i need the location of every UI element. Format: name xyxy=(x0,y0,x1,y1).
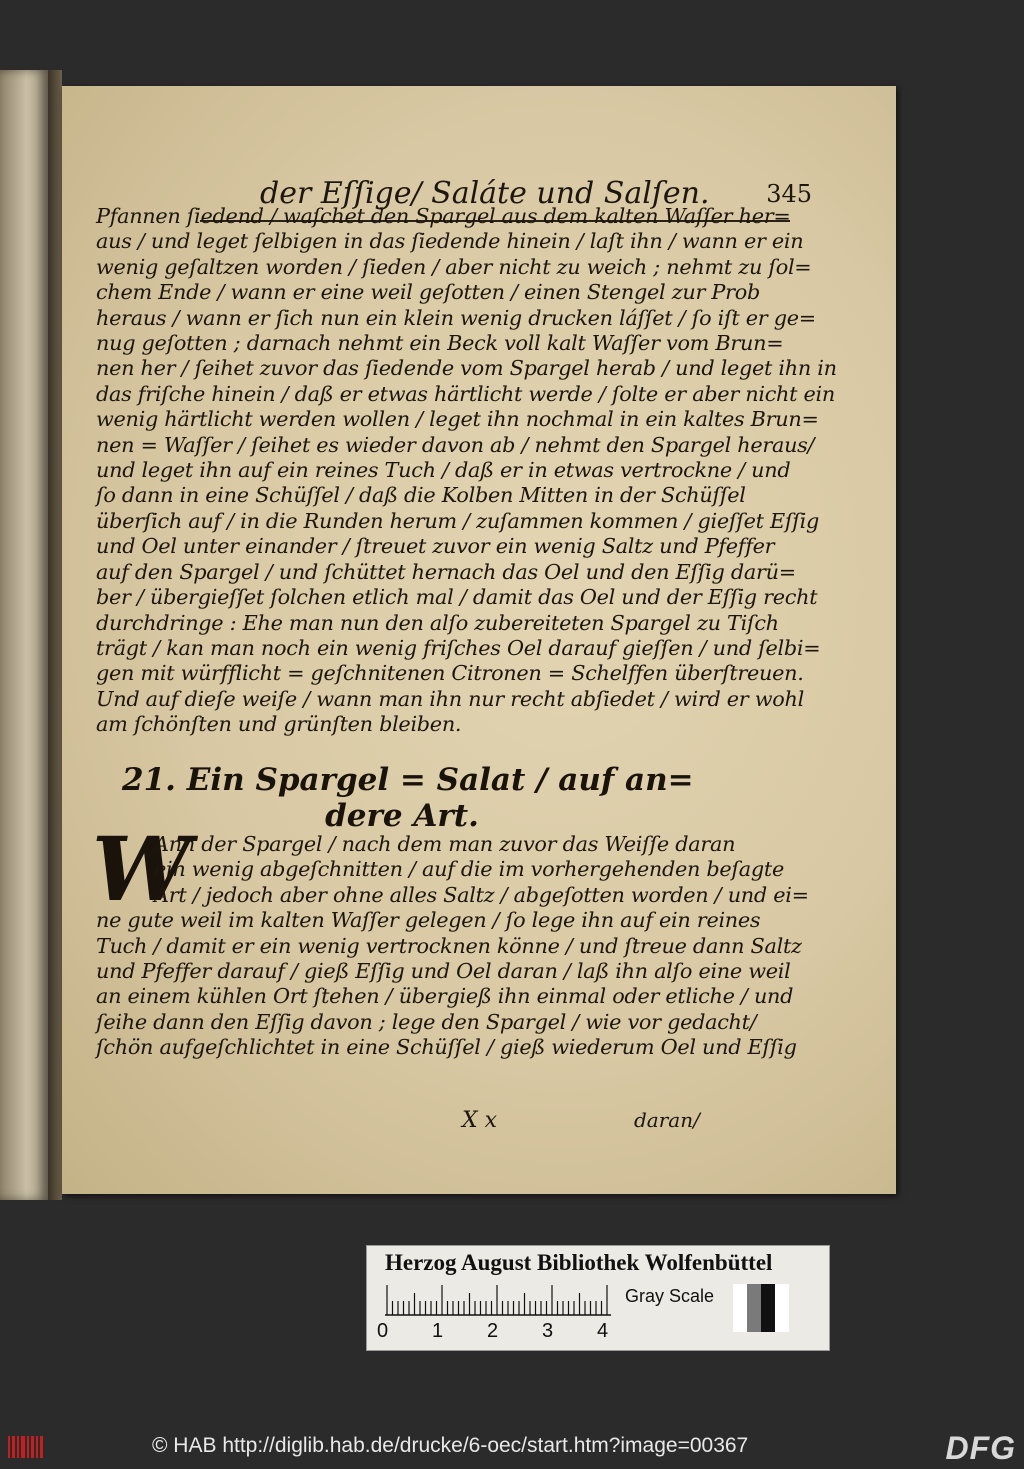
text-line: wenig härtlicht werden wollen / leget ihn nochmal in ein kaltes Brun= xyxy=(96,407,819,432)
text-line: Pfannen ſiedend / waſchet den Spargel aus dem kalten Waſſer her= xyxy=(96,204,791,228)
copyright-link[interactable]: © HAB http://diglib.hab.de/drucke/6-oec/start.htm?image=00367 xyxy=(152,1434,749,1457)
text-line: das friſche hinein / daß er etwas härtlicht werde / ſolte er aber nicht ein xyxy=(96,381,835,406)
signature-mark: X x xyxy=(462,1108,498,1133)
text-line: und Oel unter einander / ſtreuet zuvor ein wenig Saltz und Pfeffer xyxy=(96,534,775,559)
heading-line: 21. Ein Spargel = Salat / auf an= xyxy=(122,762,694,798)
second-paragraph xyxy=(96,832,809,1061)
text-line: Und auf dieſe weiſe / wann man ihn nur recht abſiedet / wird er wohl xyxy=(96,686,804,711)
text-line: ſeihe dann den Eſſig davon ; lege den Spargel / wie vor gedacht/ xyxy=(96,1009,757,1034)
gray-swatch xyxy=(733,1284,747,1332)
text-line: aus / und leget ſelbigen in das ſiedende hinein / laſt ihn / wann er ein xyxy=(96,229,804,254)
text-line: nen = Waſſer / ſeihet es wieder davon ab / nehmt den Spargel heraus/ xyxy=(96,432,815,457)
text-line: durchdringe : Ehe man nun den alſo zubereiteten Spargel zu Tiſch xyxy=(96,610,779,635)
text-line: ſchön aufgeſchlichtet in eine Schüſſel / gieß wiederum Oel und Eſſig xyxy=(96,1035,797,1060)
text-line: gen mit würfflicht = geſchnitenen Citronen = Schelffen überſtreuen. xyxy=(96,661,804,686)
text-line: ein wenig abgeſchnitten / auf die im vorhergehenden beſagte xyxy=(154,857,784,882)
scale-number: 1 xyxy=(432,1320,444,1342)
section-heading xyxy=(122,762,694,834)
text-line: und leget ihn auf ein reines Tuch / daß er in etwas vertrockne / und xyxy=(96,458,791,483)
text-line: an einem kühlen Ort ſtehen / übergieß ihn einmal oder etliche / und xyxy=(96,984,794,1009)
heading-line: dere Art. xyxy=(325,798,479,834)
gray-swatch xyxy=(775,1284,789,1332)
text-line: überſich auf / in die Runden herum / zuſammen kommen / gieſſet Eſſig xyxy=(96,508,820,533)
text-line: ſo dann in eine Schüſſel / daß die Kolben Mitten in der Schüſſel xyxy=(96,483,746,508)
body-paragraph xyxy=(96,204,837,738)
text-line: Ann der Spargel / nach dem man zuvor das Weiſſe daran xyxy=(154,832,736,856)
text-line: und Pfeffer darauf / gieß Eſſig und Oel daran / laß ihn alſo eine weil xyxy=(96,959,791,984)
dfg-logo: DFG xyxy=(945,1430,1016,1466)
text-line: heraus / wann er ſich nun ein klein wenig drucken láſſet / ſo iſt er ge= xyxy=(96,305,816,330)
scale-number: 3 xyxy=(542,1320,554,1342)
text-line: auf den Spargel / und ſchüttet hernach das Oel und den Eſſig darü= xyxy=(96,559,796,584)
drop-cap-initial: W xyxy=(92,817,191,921)
scale-number: 0 xyxy=(377,1320,389,1342)
text-line: chem Ende / wann er eine weil geſotten / einen Stengel zur Prob xyxy=(96,280,760,305)
gray-swatch xyxy=(747,1284,761,1332)
library-title: Herzog August Bibliothek Wolfenbüttel xyxy=(385,1250,773,1275)
gray-scale-label: Gray Scale xyxy=(625,1286,715,1306)
text-line: ne gute weil im kalten Waſſer gelegen / ſo lege ihn auf ein reines xyxy=(96,908,761,933)
scale-number: 4 xyxy=(597,1320,609,1342)
gray-swatch xyxy=(761,1284,775,1332)
scale-ruler-icon xyxy=(385,1284,611,1316)
gray-swatches xyxy=(733,1284,789,1332)
text-line: trägt / kan man noch ein wenig friſches Oel darauf gieſſen / und ſelbi= xyxy=(96,635,821,660)
left-page-edge xyxy=(0,70,48,1200)
text-line-last: am ſchönſten und grünſten bleiben. xyxy=(96,712,462,737)
text-line: nen her / ſeihet zuvor das ſiedende vom Spargel herab / und leget ihn in xyxy=(96,356,837,381)
page-number: 345 xyxy=(766,180,812,208)
text-line: Tuch / damit er ein wenig vertrocknen könne / und ſtreue dann Saltz xyxy=(96,933,802,958)
text-line: nug geſotten ; darnach nehmt ein Beck voll kalt Waſſer vom Brun= xyxy=(96,331,784,356)
book-page xyxy=(62,86,896,1194)
scale-number: 2 xyxy=(487,1320,499,1342)
footer-bar xyxy=(0,1430,1024,1469)
text-line: wenig geſaltzen worden / ſieden / aber nicht zu weich ; nehmt zu ſol= xyxy=(96,254,812,279)
library-color-card xyxy=(366,1245,830,1351)
book-gutter xyxy=(48,70,62,1200)
catchword: daran/ xyxy=(634,1108,700,1132)
text-line: ber / übergieſſet ſolchen etlich mal / damit das Oel und der Eſſig recht xyxy=(96,585,818,610)
barcode-icon xyxy=(6,1432,46,1462)
running-head-title: der Eſſige/ Saláte und Salſen. xyxy=(260,176,710,211)
text-line: Art / jedoch aber ohne alles Saltz / abgeſotten worden / und ei= xyxy=(154,882,809,907)
